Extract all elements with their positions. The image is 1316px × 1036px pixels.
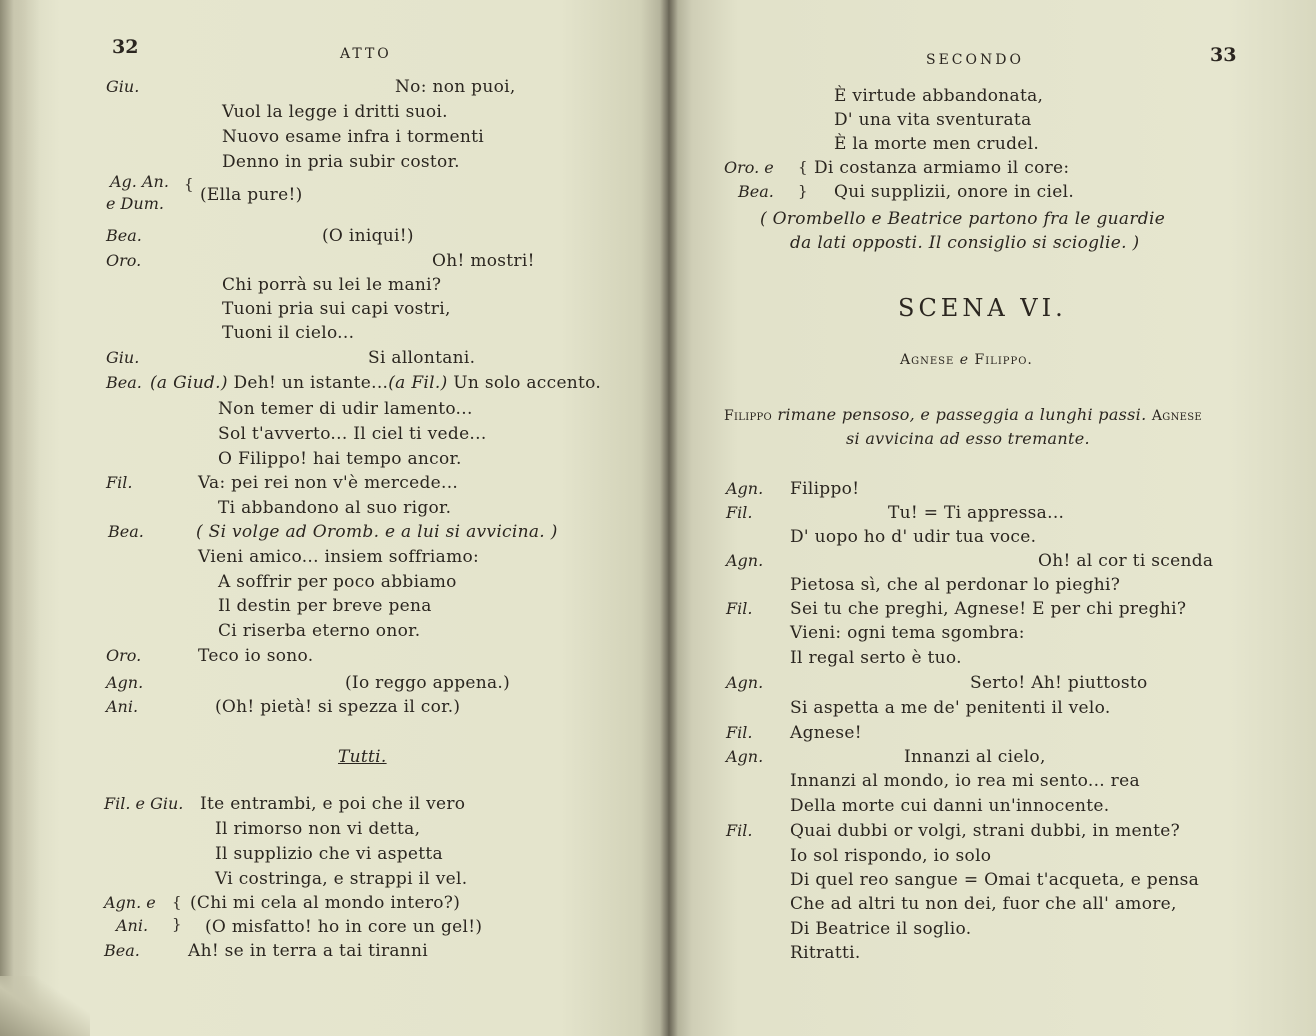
brace-mark: } (172, 915, 182, 933)
stage-direction: ( Orombello e Beatrice partono fra le guardie (760, 209, 1166, 229)
verse-line: Non temer di udir lamento... (218, 399, 473, 419)
speaker-label: e Dum. (106, 194, 164, 213)
stage-direction: ( Si volge ad Oromb. e a lui si avvicina. ) (196, 522, 558, 542)
speaker-label: Agn. (726, 673, 764, 692)
verse-line: Si aspetta a me de' penitenti il velo. (790, 698, 1111, 718)
speaker-label: Fil. (726, 821, 753, 840)
conjunction: e (959, 352, 970, 368)
verse-line: Sei tu che preghi, Agnese! E per chi preghi? (790, 599, 1187, 619)
verse-line: Serto! Ah! piuttosto (970, 673, 1148, 693)
verse-line: Denno in pria subir costor. (222, 152, 460, 172)
brace-mark: } (798, 182, 808, 200)
verse-text: Un solo accento. (453, 373, 602, 393)
running-header-right: SECONDO (926, 52, 1024, 68)
verse-line: Quai dubbi or volgi, strani dubbi, in mente? (790, 821, 1181, 841)
verse-line: Teco io sono. (198, 646, 314, 666)
verse-line: Va: pei rei non v'è mercede... (198, 473, 459, 493)
verse-line: Oh! al cor ti scenda (1038, 551, 1214, 571)
verse-line: Ci riserba eterno onor. (218, 621, 421, 641)
speaker-label: Bea. (738, 182, 774, 201)
verse-line: (Oh! pietà! si spezza il cor.) (215, 697, 461, 717)
character-name: Agnese (900, 352, 955, 368)
verse-line: Il regal serto è tuo. (790, 648, 962, 668)
verse-line: Oh! mostri! (432, 251, 535, 271)
speaker-label: Agn. (106, 673, 144, 692)
page-number-right: 33 (1210, 44, 1237, 66)
verse-line: (O iniqui!) (322, 226, 414, 246)
verse-line: Tuoni il cielo... (222, 323, 355, 343)
character-name: Agnese (1151, 408, 1202, 424)
verse-line: Pietosa sì, che al perdonar lo pieghi? (790, 575, 1121, 595)
stage-direction: (a Giud.) (150, 373, 228, 393)
speaker-label: Oro. (106, 646, 142, 665)
verse-line (150, 372, 601, 394)
speaker-label: Ani. (116, 916, 149, 935)
verse-line: (O misfatto! ho in core un gel!) (205, 917, 483, 937)
speaker-label: Oro. e (724, 158, 774, 177)
verse-text: Deh! un istante... (233, 373, 389, 393)
book-gutter (660, 0, 678, 1036)
verse-line: Di costanza armiamo il core: (814, 158, 1070, 178)
speaker-label: Ag. An. (110, 172, 169, 191)
verse-line: Il rimorso non vi detta, (215, 819, 421, 839)
page-number-left: 32 (112, 36, 139, 58)
verse-line: Qui supplizii, onore in ciel. (834, 182, 1075, 202)
verse-line: Vuol la legge i dritti suoi. (222, 102, 448, 122)
brace-mark: { (172, 893, 182, 911)
speaker-label: Fil. (726, 723, 753, 742)
scene-characters (900, 352, 1033, 368)
speaker-label: Bea. (104, 941, 140, 960)
verse-line: Vi costringa, e strappi il vel. (215, 869, 468, 889)
verse-line: Il supplizio che vi aspetta (215, 844, 443, 864)
verse-line: A soffrir per poco abbiamo (218, 572, 457, 592)
verse-line: Agnese! (790, 723, 862, 743)
verse-line: Sol t'avverto... Il ciel ti vede... (218, 424, 487, 444)
page-corner-curl (0, 976, 90, 1036)
speaker-label: Fil. (726, 599, 753, 618)
speaker-label: Agn. e (104, 893, 156, 912)
speaker-label: Giu. (106, 348, 140, 367)
verse-line: È la morte men crudel. (834, 134, 1040, 154)
verse-line: (Ella pure!) (200, 185, 303, 205)
speaker-label: Fil. (726, 503, 753, 522)
verse-line: Si allontani. (368, 348, 476, 368)
running-header-left: ATTO (340, 46, 392, 62)
speaker-label: Oro. (106, 251, 142, 270)
scene-title: SCENA VI. (898, 294, 1067, 322)
speaker-label: Bea. (108, 522, 144, 541)
verse-line: Ah! se in terra a tai tiranni (188, 941, 429, 961)
verse-line: D' una vita sventurata (834, 110, 1032, 130)
verse-line: Il destin per breve pena (218, 596, 432, 616)
verse-line: Di quel reo sangue = Omai t'acqueta, e pensa (790, 870, 1200, 890)
verse-line: Di Beatrice il soglio. (790, 919, 972, 939)
verse-line: Innanzi al cielo, (904, 747, 1046, 767)
verse-line: Tuoni pria sui capi vostri, (222, 299, 451, 319)
verse-line: Vieni amico... insiem soffriamo: (198, 547, 480, 567)
speaker-label: Fil. (106, 473, 133, 492)
character-name: Filippo (724, 408, 773, 424)
verse-line: Ti abbandono al suo rigor. (218, 498, 452, 518)
character-name: Filippo. (974, 352, 1033, 368)
speaker-label: Agn. (726, 551, 764, 570)
verse-line: Ritratti. (790, 943, 861, 963)
stage-direction-block (724, 404, 1202, 427)
speaker-label: Bea. (106, 373, 142, 392)
speaker-label: Agn. (726, 479, 764, 498)
speaker-label: Agn. (726, 747, 764, 766)
speaker-label: Fil. e Giu. (104, 794, 184, 813)
verse-line: Innanzi al mondo, io rea mi sento... rea (790, 771, 1140, 791)
speaker-label: Giu. (106, 77, 140, 96)
page-edge-left (0, 0, 40, 1036)
speaker-label: Bea. (106, 226, 142, 245)
stage-direction: (a Fil.) (388, 373, 448, 393)
verse-line: Io sol rispondo, io solo (790, 846, 992, 866)
verse-line: Tu! = Ti appressa... (888, 503, 1065, 523)
verse-line: No: non puoi, (395, 77, 516, 97)
stage-direction: rimane pensoso, e passeggia a lunghi passi. (777, 405, 1147, 424)
verse-line: O Filippo! hai tempo ancor. (218, 449, 462, 469)
speaker-label: Ani. (106, 697, 139, 716)
brace-mark: { (798, 158, 808, 176)
verse-line: (Chi mi cela al mondo intero?) (190, 893, 461, 913)
verse-line: Che ad altri tu non dei, fuor che all' amore, (790, 894, 1177, 914)
verse-line: È virtude abbandonata, (834, 86, 1044, 106)
verse-line: (Io reggo appena.) (345, 673, 511, 693)
chorus-heading: Tutti. (338, 747, 387, 767)
verse-line: Ite entrambi, e poi che il vero (200, 794, 466, 814)
verse-line: Vieni: ogni tema sgombra: (790, 623, 1025, 643)
verse-line: Filippo! (790, 479, 860, 499)
stage-direction: da lati opposti. Il consiglio si scioglie. ) (790, 233, 1140, 253)
verse-line: Della morte cui danni un'innocente. (790, 796, 1110, 816)
brace-mark: { (184, 175, 194, 193)
right-page (668, 0, 1316, 1036)
stage-direction: si avvicina ad esso tremante. (846, 429, 1090, 448)
verse-line: D' uopo ho d' udir tua voce. (790, 527, 1037, 547)
verse-line: Chi porrà su lei le mani? (222, 275, 442, 295)
verse-line: Nuovo esame infra i tormenti (222, 127, 484, 147)
